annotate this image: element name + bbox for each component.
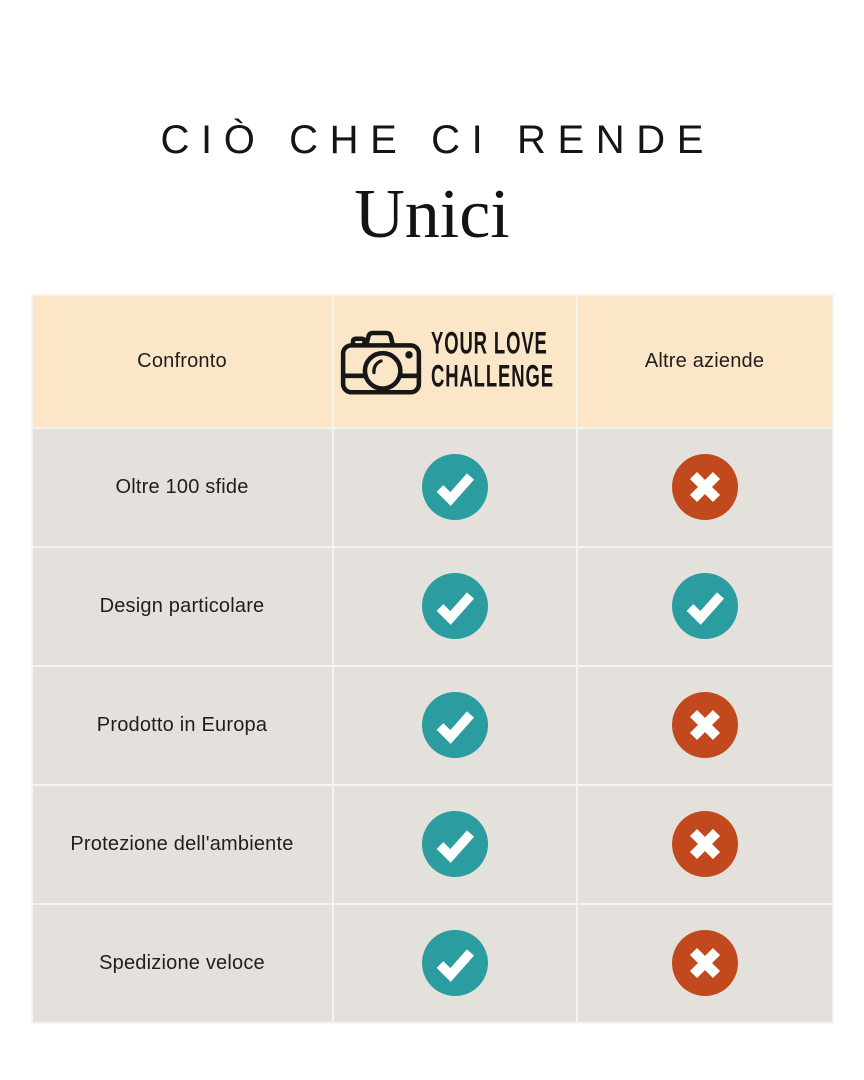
header-cell-brand-logo — [334, 296, 576, 427]
table-row — [33, 905, 832, 1022]
row-label-cell — [33, 905, 332, 1022]
row-label-cell — [33, 667, 332, 784]
camera-icon — [339, 323, 423, 399]
table-row — [33, 667, 832, 784]
header-cell-others — [578, 296, 832, 427]
others-mark-cell — [578, 786, 832, 903]
cross-icon — [672, 930, 738, 996]
brand-mark-cell — [334, 429, 576, 546]
row-label: Protezione dell'ambiente — [70, 832, 294, 855]
page-kicker: CIÒ CHE CI RENDE — [160, 118, 716, 162]
cross-icon — [672, 692, 738, 758]
cross-icon — [672, 454, 738, 520]
brand-mark-cell — [334, 667, 576, 784]
table-row — [33, 786, 832, 903]
brand-logo-text — [431, 327, 554, 395]
brand-mark-cell — [334, 786, 576, 903]
column-header-label: Confronto — [137, 349, 227, 372]
row-label: Spedizione veloce — [99, 951, 265, 974]
brand-mark-cell — [334, 548, 576, 665]
check-icon — [422, 811, 488, 877]
row-label: Prodotto in Europa — [96, 713, 268, 736]
check-icon — [422, 454, 488, 520]
others-mark-cell — [578, 429, 832, 546]
comparison-table — [31, 294, 834, 1024]
row-label-cell — [33, 429, 332, 546]
table-row — [33, 548, 832, 665]
table-row — [33, 429, 832, 546]
check-icon — [672, 573, 738, 639]
others-mark-cell — [578, 667, 832, 784]
check-icon — [422, 930, 488, 996]
row-label: Oltre 100 sfide — [115, 475, 249, 498]
check-icon — [422, 573, 488, 639]
check-icon — [422, 692, 488, 758]
row-label-cell — [33, 786, 332, 903]
others-mark-cell — [578, 548, 832, 665]
cross-icon — [672, 811, 738, 877]
brand-mark-cell — [334, 905, 576, 1022]
table-header-row — [33, 296, 832, 427]
others-mark-cell — [578, 905, 832, 1022]
brand-logo-line1: YOUR LOVE — [430, 325, 548, 361]
brand-logo-line2: CHALLENGE — [430, 359, 554, 395]
header-cell-comparison — [33, 296, 332, 427]
row-label-cell — [33, 548, 332, 665]
page-title: Unici — [354, 176, 510, 253]
column-header-label: Altre aziende — [644, 349, 765, 372]
row-label: Design particolare — [99, 594, 265, 617]
